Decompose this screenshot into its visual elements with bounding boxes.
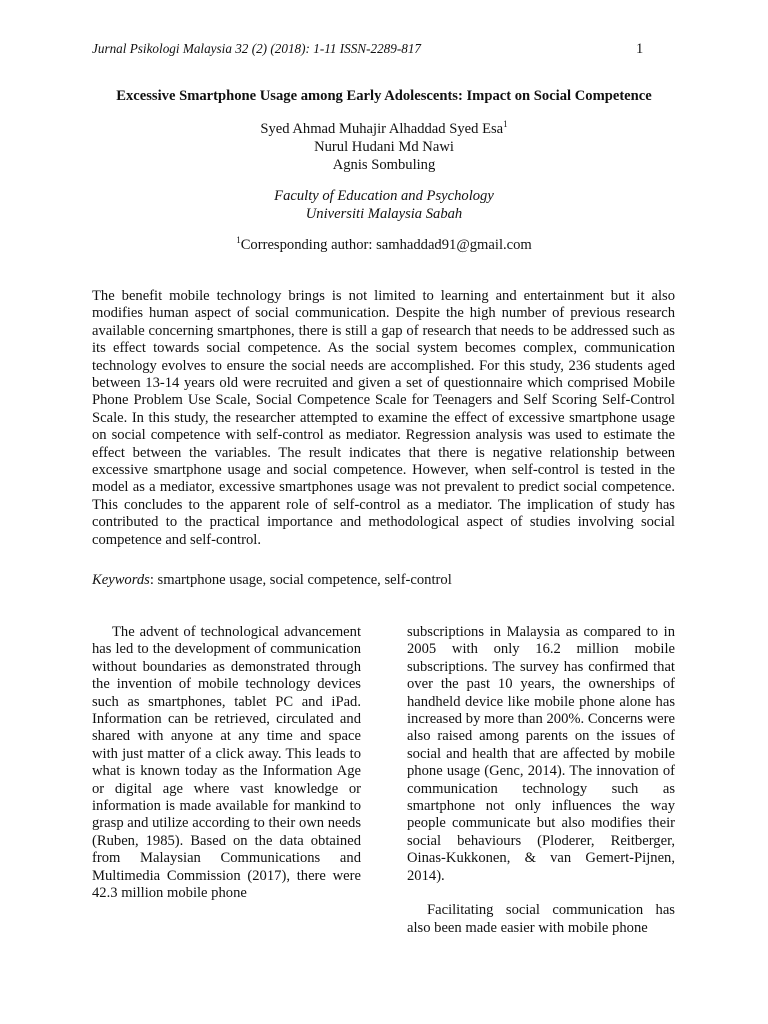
author-2: Nurul Hudani Md Nawi [314,139,454,155]
body-paragraph: Facilitating social communication has also been made easier with mobile phone [407,902,675,936]
running-head: Jurnal Psikologi Malaysia 32 (2) (2018): 1-11 ISSN-2289-817 [92,41,422,56]
author-1: Syed Ahmad Muhajir Alhaddad Syed Esa$^1$ [260,119,508,137]
author-list [0,120,768,174]
keywords-list: : smartphone usage, social competence, self-control [149,572,452,588]
body-paragraph: The advent of technological advancement has led to the development of communication without boundaries as demonstrated through the invention of mobile technology devices such as smartphones, tablet PC and iPad. Information can be retrieved, circulated and shared with anyone at any time and space with just matter of a click away. This leads to what is known today as the Information Age or digital age where vast knowledge or information is made available for mankind to grasp and utilize according to their own needs (Ruben, 1985). Based on the data obtained from Malaysian Communications and Multimedia Commission (2017), there were 42.3 million mobile phone [92,624,361,902]
corresponding-mark: 1 [236,235,241,245]
paper-title: Excessive Smartphone Usage among Early Adolescents: Impact on Social Competence [116,88,652,104]
keywords [92,572,452,589]
affiliation-faculty: Faculty of Education and Psychology [274,188,494,204]
body-column-right [407,624,675,937]
author-1-footnote-mark: 1 [503,119,508,129]
corresponding-author: $^1$Corresponding author: samhaddad91@gmail.com [236,235,532,253]
affiliation [0,187,768,223]
abstract: The benefit mobile technology brings is not limited to learning and entertainment but it also modifies human aspect of social communication. Despite the high number of previous research available concerning smartphones, there is still a gap of research that needs to be addressed such as its effect towards social competence. As the social system becomes complex, communication technology evolves to ensure the social needs are accomplished. For this study, 236 students aged between 13-14 years old were recruited and given a set of questionnaire which comprised Mobile Phone Problem Use Scale, Social Competence Scale for Teenagers and Self Scoring Self-Control Scale. In this study, the researcher attempted to examine the effect of excessive smartphone usage on social competence with self-control as mediator. Regression analysis was used to estimate the effect between the variables. The result indicates that there is negative relationship between excessive smartphone usage and social competence. However, when self-control is tested in the model as a mediator, excessive smartphones usage was not prevalent to predict social competence. This concludes to the apparent role of self-control as a mediator. The implication of study has contributed to the practical importance and methodological aspect of studies involving social competence and self-control. [92,288,675,548]
affiliation-university: Universiti Malaysia Sabah [305,206,463,222]
page-number: 1 [636,41,644,57]
body-column-left [92,624,361,903]
keywords-label: Keywords [92,572,150,588]
body-paragraph: subscriptions in Malaysia as compared to in 2005 with only 16.2 million mobile subscriptions. The survey has confirmed that over the past 10 years, the ownerships of handheld device like mobile phone alone has increased by more than 200%. Concerns were also raised among parents on the issues of social and health that are affected by mobile phone usage (Genc, 2014). The innovation of communication technology such as smartphone not only influences the way people communicate but also modifies their social behaviours (Ploderer, Reitberger, Oinas-Kukkonen, & van Gemert-Pijnen, 2014). [407,624,675,884]
author-3: Agnis Sombuling [332,157,436,173]
